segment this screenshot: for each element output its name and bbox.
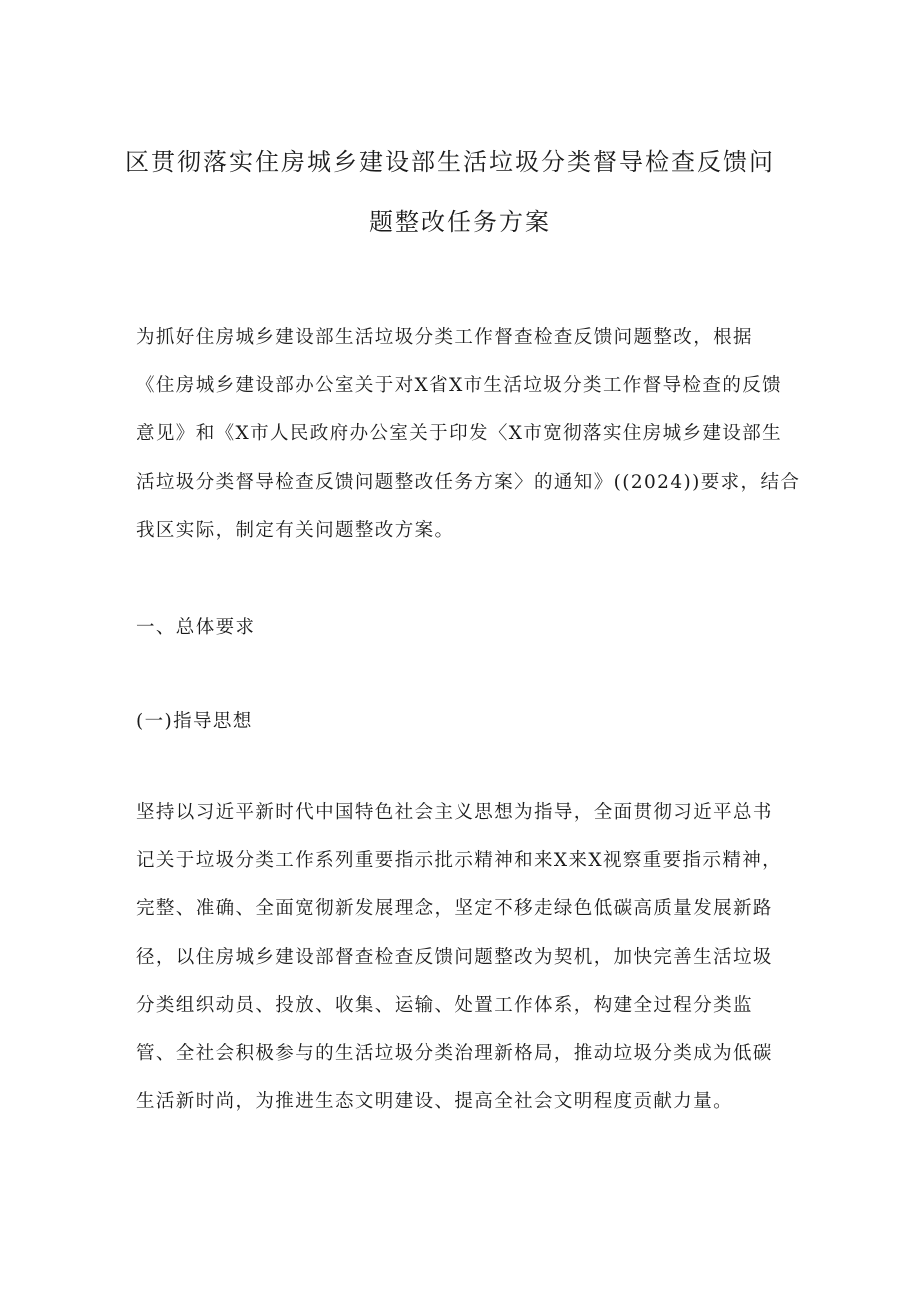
guiding-line: 完整、准确、全面宽彻新发展理念，坚定不移走绿色低碳高质量发展新路 — [136, 898, 773, 920]
guiding-line: 生活新时尚，为推进生态文明建设、提高全社会文明程度贡献力量。 — [136, 1091, 734, 1113]
guiding-ideology-paragraph — [136, 789, 786, 1126]
intro-line: 我区实际，制定有关问题整改方案。 — [136, 519, 455, 541]
guiding-line: 管、全社会积极参与的生活垃圾分类治理新格局，推动垃圾分类成为低碳 — [136, 1043, 773, 1065]
section-heading-overall-requirements: 一、总体要求 — [136, 617, 256, 638]
guiding-line: 径，以住房城乡建设部督查检查反馈问题整改为契机，加快完善生活垃圾 — [136, 946, 773, 968]
guiding-line: 记关于垃圾分类工作系列重要指示批示精神和来X来X视察重要指示精神， — [136, 850, 783, 872]
subsection-heading-guiding-ideology: (一)指导思想 — [136, 711, 253, 732]
document-title-line-2: 题整改任务方案 — [369, 208, 551, 236]
guiding-line: 分类组织动员、投放、收集、运输、处置工作体系，构建全过程分类监 — [136, 994, 753, 1016]
guiding-line: 坚持以习近平新时代中国特色社会主义思想为指导，全面贯彻习近平总书 — [136, 802, 773, 823]
intro-line: 为抓好住房城乡建设部生活垃圾分类工作督查检查反馈问题整改，根据 — [136, 327, 753, 348]
intro-line: 意见》和《X市人民政府办公室关于印发〈X市宽彻落实住房城乡建设部生 — [136, 423, 783, 445]
document-title-line-1: 区贯彻落实住房城乡建设部生活垃圾分类督导检查反馈问 — [125, 148, 775, 176]
intro-paragraph — [136, 314, 801, 555]
intro-line: 《住房城乡建设部办公室关于对X省X市生活垃圾分类工作督导检查的反馈 — [136, 375, 783, 397]
intro-line: 活垃圾分类督导检查反馈问题整改任务方案〉的通知》((2024))要求，结合 — [136, 471, 801, 493]
